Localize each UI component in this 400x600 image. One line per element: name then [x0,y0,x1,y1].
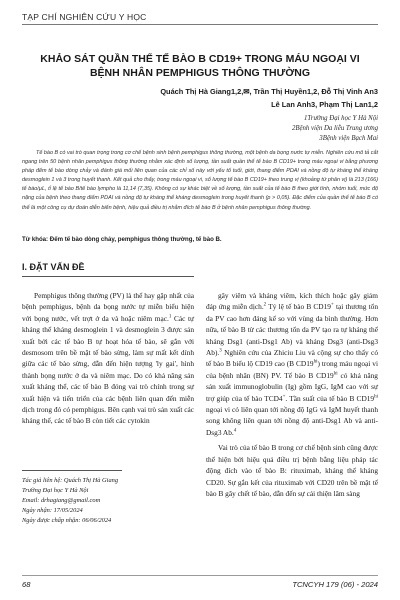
intro-paragraph-3: Vai trò của tế bào B trong cơ chế bệnh sinh cũng được thể hiện bởi hiệu quả điều trị bệnh bằng liệu pháp tác động đích vào tế bào B: rituximab, kháng thể kháng CD20. Sự gắn kết của rituximab với CD20 trên bề mặt tế bào B gây chết tế bào, dẫn đến sự cải thiện lâm sàng [206,443,378,498]
footnote-author: Tác giả liên hệ: Quách Thị Hà Giang [22,477,119,484]
footnote-divider [22,470,122,471]
right-column [206,290,378,499]
section-divider [22,276,194,277]
footnote-accepted: Ngày được chấp nhận: 06/06/2024 [22,516,112,524]
footnote-institution: Trường Đại học Y Hà Nội [22,486,89,494]
citation-ref: 3 [219,348,222,354]
affiliation-2: 2Bệnh viện Da liễu Trung ương [291,124,378,132]
title-line-2: BỆNH NHÂN PEMPHIGUS THÔNG THƯỜNG [89,67,311,79]
footnote-email: Email: drhagiang@gmail.com [22,496,101,504]
article-title [22,52,378,80]
affiliations [78,114,378,143]
authors-line-2: Lê Lan Anh3, Phạm Thị Lan1,2 [271,100,378,109]
intro-paragraph-2: gây viêm và kháng viêm, kích thích hoặc gây giảm đáp ứng miễn dịch.$^2$ Tỷ lệ tế bào B CD19+ tại thương tổn da PV cao hơn đáng kể so với vùng da bình thường. Hơn nữa, tế bào B từ các thương tổn da PV tạo ra tự kháng thể kháng Dsg1 (anti-Dsg1 Ab) và kháng Dsg3 (anti-Dsg3 Ab).$^3$ Nghiên cứu của Zhiciu Liu và cộng sự cho thấy có tế bào B biểu lộ CD19 cao (B $CD19^{hi}$) trong máu ngoại vi của bệnh nhân (BN) PV. Tế bào B $CD19^{hi}$ có khả năng sản xuất immunoglobulin (Ig) gồm IgG, IgM cao với sự trợ giúp của tế bào TCD4+. Tần suất của tế bào B $CD19^{hi}$ ngoại vi có liên quan tới nồng độ IgG và IgM huyết thanh song không liên quan tới nồng độ anti-Dsg1 Ab và anti-Dsg3 Ab.$^4$ [206,291,378,437]
abstract: Tế bào B có vai trò quan trọng trong cơ chế bệnh sinh bệnh pemphigus thông thường, một bệnh da bọng nước tự miễn. Nghiên cứu mô tả cắt ngang trên 50 bệnh nhân pemphigus thông thường nhằm xác định số lượng, tần suất quần thể tế bào B CD19+ trong máu ngoại vi bằng phương pháp đếm tế bào dòng chảy và đánh giá mối liên quan của các chỉ số này với yếu tố tuổi, giới, thang điểm PDAI và nồng độ tự kháng thể kháng desmoglein 1 và 3 trong huyết thanh. Kết quả cho thấy, trong máu ngoại vi, số lượng tế bào B CD19+ theo trung vị (khoảng tứ phân vị) là 213 (166) tế bào/µL, tỉ lệ tế bào B/tế bào lympho là 11,14 (7,35). Không có sự khác biệt về số lượng, tần suất của tế bào B theo giới tính, nhóm tuổi, mức độ nặng của bệnh theo thang điểm PDAI và nồng độ tự kháng thể kháng desmoglein trong huyết thanh (p > 0,05). Đặc điểm của quần thể tế bào B có thể là một công cụ dự đoán diễn biến bệnh, hiệu quả điều trị nhằm đích tế bào B ở bệnh nhân pemphigus thông thường. [22,150,378,211]
keywords-text: Đếm tế bào dòng chảy, pemphigus thông thường, tế bào B. [49,236,222,243]
journal-citation: TCNCYH 179 (06) - 2024 [292,580,378,589]
section-title: I. ĐẶT VẤN ĐỀ [22,262,85,272]
author-list [78,85,378,111]
authors-line-1: Quách Thị Hà Giang1,2,✉, Trần Thị Huyền1,2, Đỗ Thị Vinh An3 [160,87,378,96]
keywords-label: Từ khóa: [22,236,49,243]
title-line-1: KHẢO SÁT QUẦN THỂ TẾ BÀO B CD19+ TRONG MÁU NGOẠI VI [40,53,360,65]
footer-divider [22,575,378,576]
left-column [22,290,194,427]
citation-ref: 1 [168,314,172,320]
affiliation-3: 3Bệnh viện Bạch Mai [319,134,378,142]
citation-ref: 4 [233,428,237,434]
corresponding-author-footnote [22,476,194,526]
journal-section-header: TẠP CHÍ NGHIÊN CỨU Y HỌC [22,12,378,25]
keywords [22,236,378,243]
affiliation-1: 1Trường Đại học Y Hà Nội [304,115,378,122]
citation-ref: 2 [263,302,267,308]
page-number: 68 [22,580,31,589]
intro-paragraph-1: Pemphigus thông thường (PV) là thể hay gặp nhất của bệnh pemphigus, bệnh da bọng nước tự miễn biểu hiện với bọng nước, vết trợt ở da và hoặc niêm mạc.$^1$ Các tự kháng thể kháng desmoglein 1 và desmoglein 3 được sản xuất bởi các tế bào B tự hoạt hóa tế bào, sẽ gắn với desmosom trên bề mặt tế bào sừng, làm sự mất kết dính giữa các tế bào sừng, dẫn đến hiện tượng 'ly gai', hình thành bọng nước ở da và niêm mạc. Do có khả năng sản xuất kháng thể, các tế bào B đóng vai trò chính trong sự xuất hiện và tiến triển của các bệnh liên quan đến miễn dịch trong đó có pemphigus. Bên cạnh vai trò sản xuất các kháng thể, các tế bào B còn tiết các cytokin [22,291,194,426]
footnote-received: Ngày nhận: 17/05/2024 [22,506,83,514]
